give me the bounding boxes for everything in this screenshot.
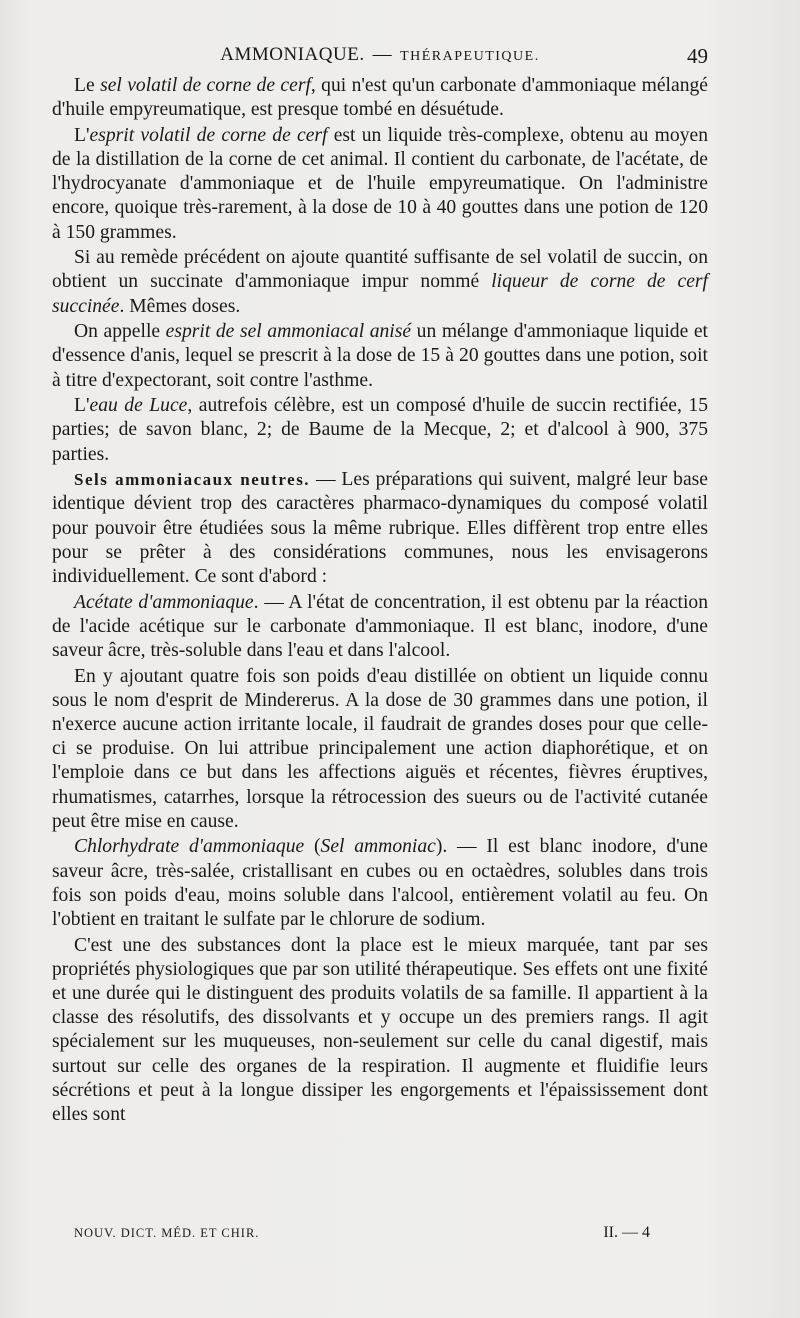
italic-term: esprit de sel ammoniacal anisé (165, 321, 412, 343)
paragraph-2 (52, 124, 708, 245)
italic-term: liqueur de corne de cerf succinée (52, 271, 708, 317)
text-run: Le (74, 75, 101, 96)
italic-term: eau de Luce (89, 395, 188, 417)
paragraph-7 (52, 591, 708, 664)
text-run: Si au remède précédent on ajoute quantité suffisante de sel volatil de succin, on obtient un succinate d'ammoniaque impur nommé (52, 247, 708, 293)
text-run: est un liquide très-complexe, obtenu au moyen de la distillation de la corne de cet animal. Il contient du carbonate, de l'acétate, de l'hydrocyanate d'ammoniaque et de l'huile empyreumatique. On l'administre encore, quoique très-rarement, à la dose de 10 à 40 gouttes dans une potion de 120 à 150 grammes. (52, 124, 708, 243)
footer-signature: NOUV. DICT. MÉD. ET CHIR. (74, 1226, 260, 1240)
footer-volume: II. — 4 (603, 1224, 650, 1241)
text-run: , qui n'est qu'un carbonate d'ammoniaque mélangé d'huile empyreumatique, est presque tombé en désuétude. (52, 75, 708, 121)
header-subtitle: THÉRAPEUTIQUE. (400, 49, 540, 64)
text-run: En y ajoutant quatre fois son poids d'eau distillée on obtient un liquide connu sous le nom d'esprit de Mindererus. A la dose de 30 grammes dans une potion, il n'exerce aucune action irritante locale, il faudrait de grandes doses pour que celle-ci se produise. On lui attribue principalement une action diaphorétique, et on l'emploie dans ce but dans les affections aiguës et récentes, fièvres éruptives, rhumatismes, catarrhes, lorsque la rétrocession des sueurs ou de l'activité cutanée peut être mise en cause. (52, 665, 708, 832)
running-head (52, 44, 708, 72)
paragraph-8 (52, 665, 708, 834)
text-run: — Les préparations qui suivent, malgré leur base identique dévient trop des caractères pharmaco-dynamiques du composé volatil pour pouvoir être étudiées sous la même rubrique. Elles diffèrent trop entre elles pour se prêter à des considérations communes, nous les envisagerons individuellement. Ce sont d'abord : (52, 469, 708, 588)
text-run: L' (74, 124, 90, 146)
header-title: AMMONIAQUE. (220, 44, 365, 65)
body-text (52, 74, 708, 1129)
paragraph-6 (52, 468, 708, 589)
text-run: C'est une des substances dont la place est le mieux marquée, tant par ses propriétés physiologiques que par son utilité thérapeutique. Ses effets ont une fixité et une durée qui le distinguent des produits volatils de sa famille. Il appartient à la classe des résolutifs, des dissolvants et y occupe un des premiers rangs. Il agit spécialement sur les muqueuses, non-seulement sur celle du canal digestif, mais surtout sur celle des organes de la respiration. Il augmente et fluidifie leurs sécrétions et peut à la longue dissiper les engorgements et l'épaississement dont elles sont (52, 934, 708, 1126)
page-number: 49 (687, 44, 708, 68)
paragraph-1 (52, 74, 708, 122)
text-run: un mélange d'ammoniaque liquide et d'essence d'anis, lequel se prescrit à la dose de 15 à 20 gouttes dans une potion, soit à titre d'expectorant, soit contre l'asthme. (52, 321, 708, 391)
paragraph-4 (52, 320, 708, 393)
section-heading: Sels ammoniacaux neutres. (74, 470, 311, 490)
text-run: ). — Il est blanc inodore, d'une saveur âcre, très-salée, cristallisant en cubes ou en octaèdres, solubles dans trois fois son poids d'eau, moins soluble dans l'alcool, entièrement volatil au feu. On l'obtient en traitant le sulfate par le chlorure de sodium. (52, 836, 708, 931)
text-run: . Mêmes doses. (119, 295, 241, 317)
header-separator: — (372, 44, 393, 65)
paragraph-5 (52, 394, 708, 467)
italic-term: Chlorhydrate d'ammoniaque (74, 836, 305, 858)
text-run: . — A l'état de concentration, il est obtenu par la réaction de l'acide acétique sur le carbonate d'ammoniaque. Il est blanc, inodore, d'une saveur âcre, très-soluble dans l'eau et dans l'alcool. (52, 591, 708, 662)
text-run: , autrefois célèbre, est un composé d'huile de succin rectifiée, 15 parties; de savon blanc, 2; de Baume de la Mecque, 2; et d'alcool à 900, 375 parties. (52, 395, 708, 465)
page-footer (74, 1226, 650, 1246)
running-title (52, 44, 708, 66)
paragraph-3 (52, 246, 708, 319)
italic-term: sel volatil de corne de cerf (100, 75, 311, 96)
paragraph-9 (52, 835, 708, 932)
text-run: On appelle (74, 321, 166, 343)
paragraph-10 (52, 934, 708, 1128)
italic-term: Sel ammoniac (320, 836, 436, 858)
text-run: L' (74, 395, 90, 417)
italic-term: esprit volatil de corne de cerf (89, 124, 328, 146)
italic-term: Acétate d'ammoniaque (74, 591, 254, 613)
text-run: ( (304, 836, 321, 858)
